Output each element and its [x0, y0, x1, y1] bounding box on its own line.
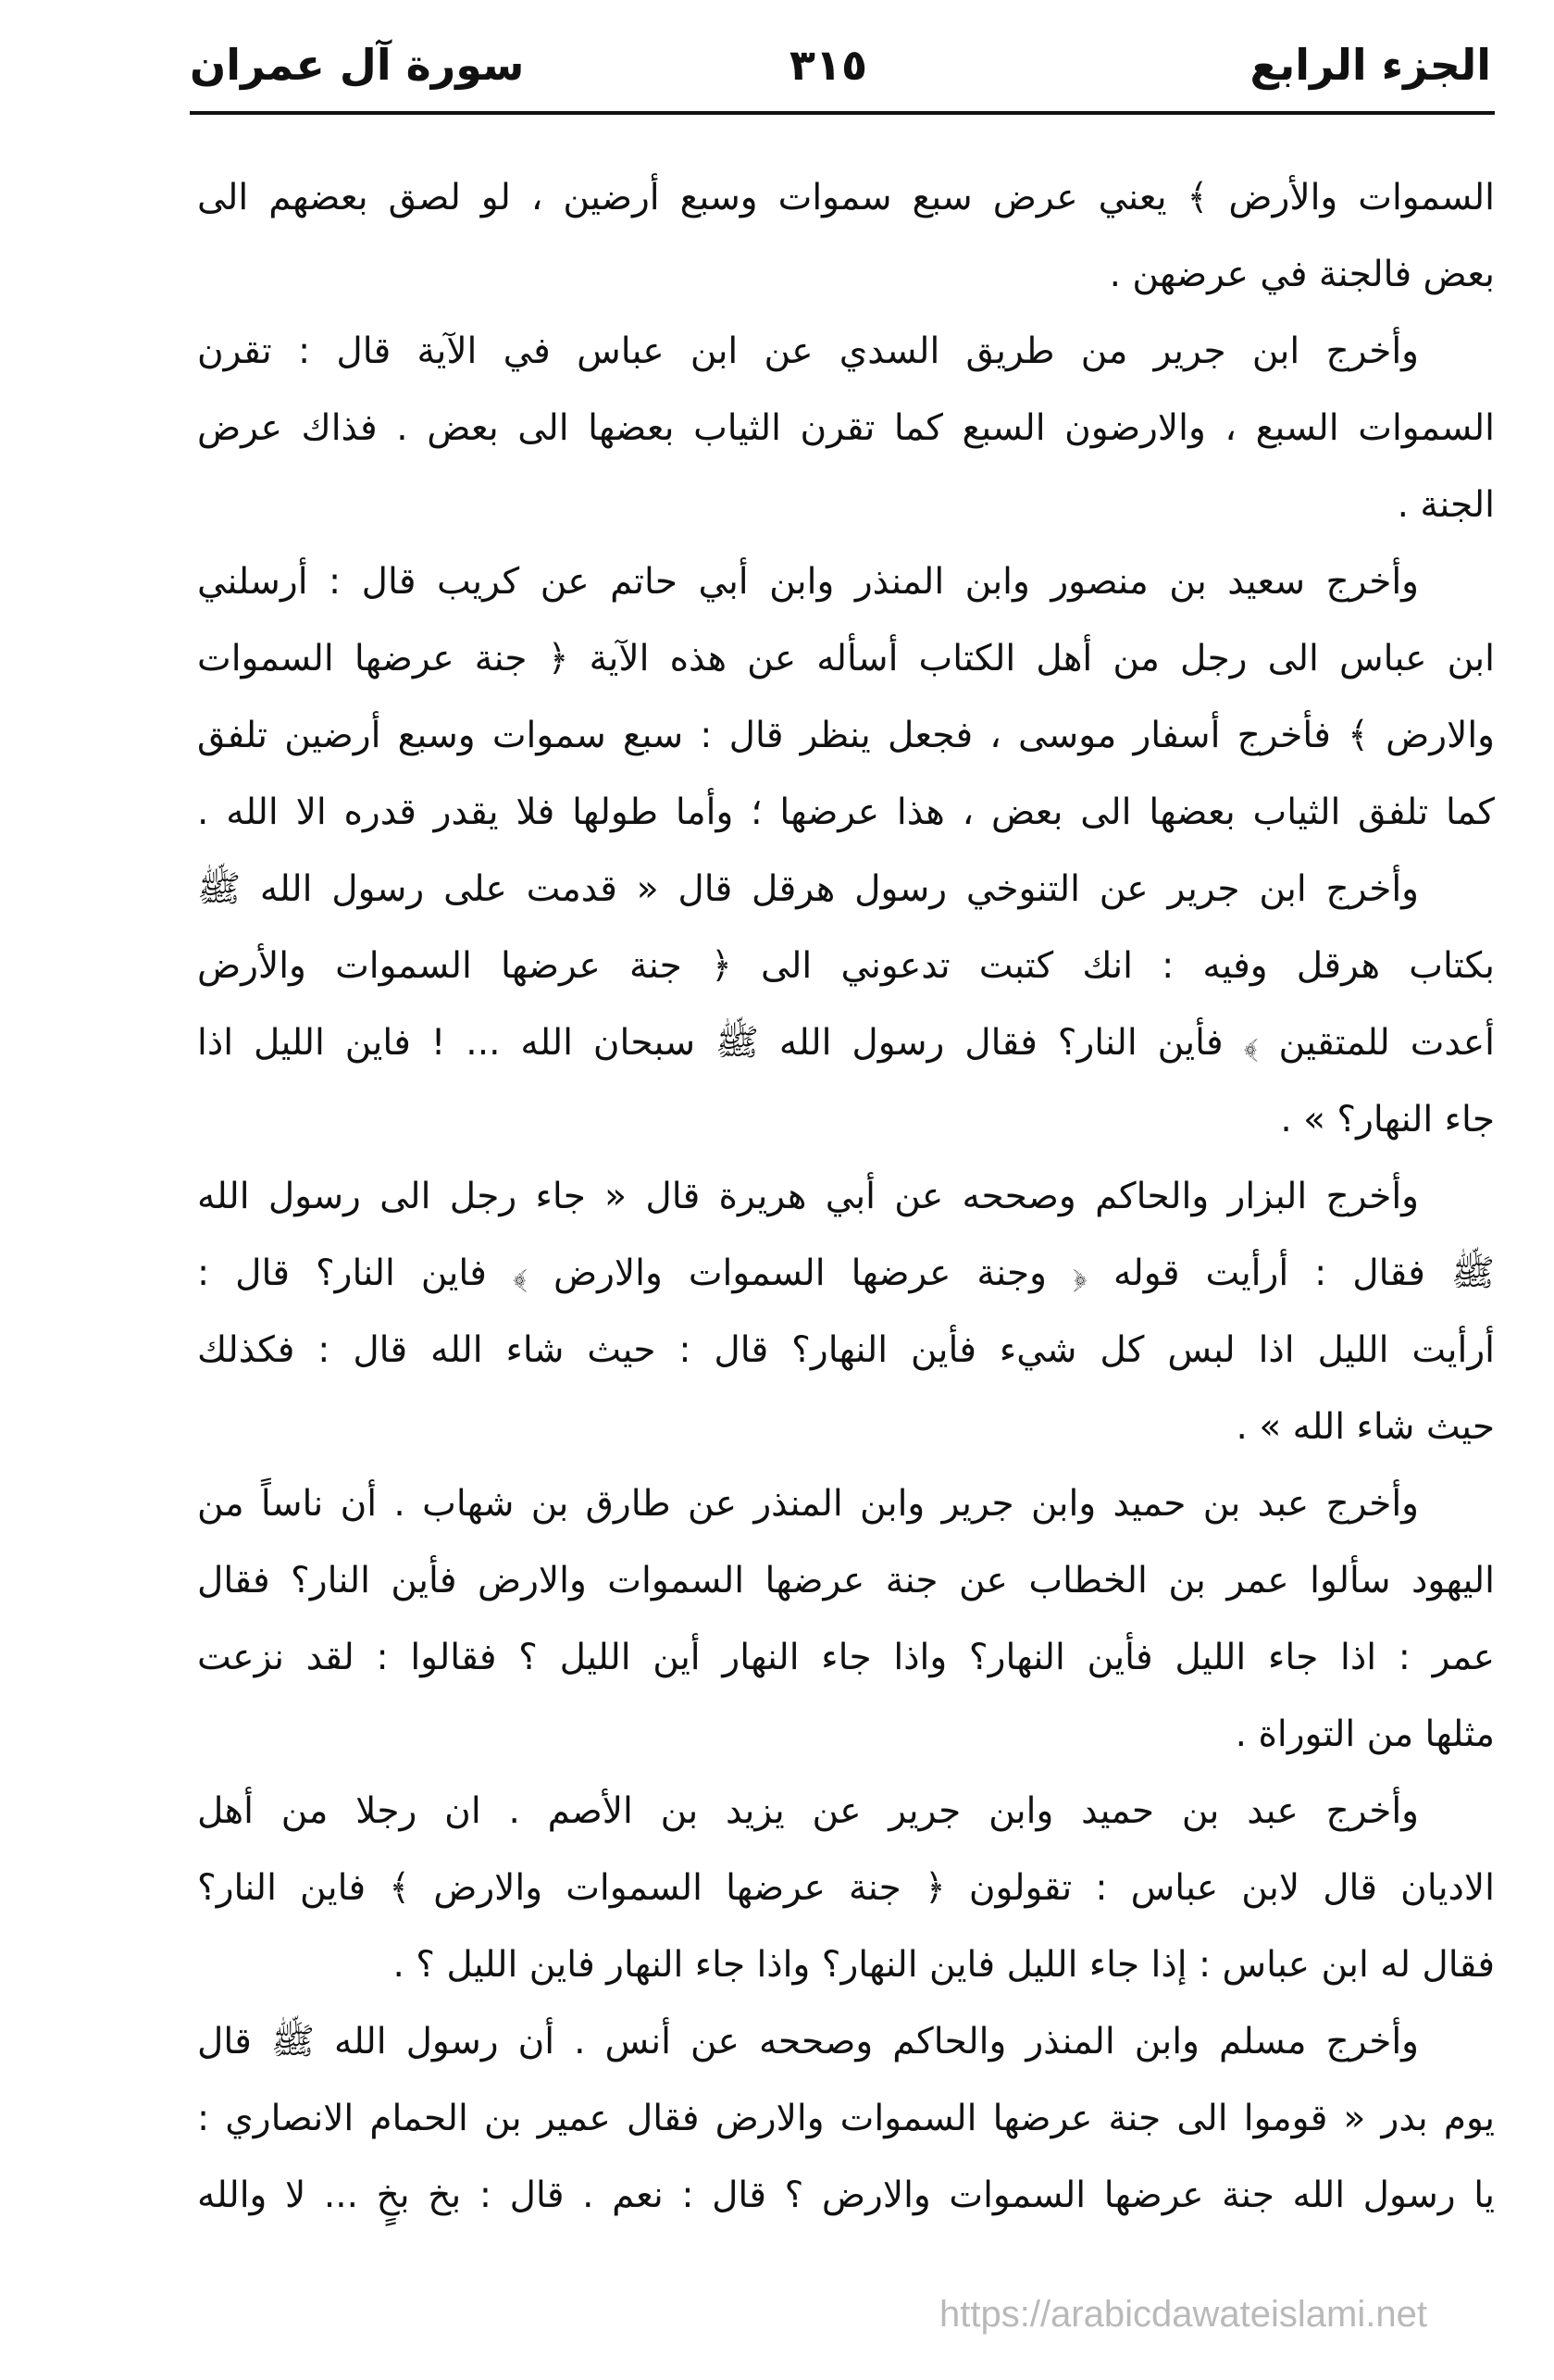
paragraph-first-line: وأخرج ابن جرير من طريق السدي عن ابن عباس في الآية قال : تقرن [197, 330, 1419, 372]
text-line: ابن عباس الى رجل من أهل الكتاب أسأله عن هذه الآية ﴿ جنة عرضها السموات [197, 638, 1495, 679]
text-line: كما تلفق الثياب بعضها الى بعض ، هذا عرضها ؛ وأما طولها فلا يقدر قدره الا الله . [197, 791, 1495, 833]
text-line: يا رسول الله جنة عرضها السموات والارض ؟ قال : نعم . قال : بخ بخٍ ... لا والله [197, 2174, 1495, 2216]
text-line: اليهود سألوا عمر بن الخطاب عن جنة عرضها السموات والارض فأين النار؟ فقال [197, 1560, 1495, 1601]
text-line: السموات السبع ، والارضون السبع كما تقرن الثياب بعضها الى بعض . فذاك عرض [197, 407, 1495, 449]
page-number: ٣١٥ [789, 40, 868, 90]
text-line: الجنة . [1397, 484, 1495, 526]
text-line: فقال له ابن عباس : إذا جاء الليل فاين النهار؟ واذا جاء النهار فاين الليل ؟ . [392, 1944, 1495, 1986]
text-line: والارض ﴾ فأخرج أسفار موسى ، فجعل ينظر قال : سبع سموات وسبع أرضين تلفق [197, 715, 1495, 756]
text-line: ﷺ فقال : أرأيت قوله ﴿ وجنة عرضها السموات والارض ﴾ فاين النار؟ قال : [197, 1252, 1495, 1294]
watermark-url: https://arabicdawateislami.net [939, 2294, 1427, 2335]
header-rule [190, 111, 1495, 115]
paragraph-first-line: وأخرج عبد بن حميد وابن جرير وابن المنذر عن طارق بن شهاب . أن ناساً من [197, 1483, 1419, 1525]
paragraph-first-line: وأخرج عبد بن حميد وابن جرير عن يزيد بن الأصم . ان رجلا من أهل [197, 1790, 1419, 1832]
text-line: السموات والأرض ﴾ يعني عرض سبع سموات وسبع أرضين ، لو لصق بعضهم الى [197, 177, 1495, 218]
text-line: مثلها من التوراة . [1235, 1713, 1495, 1755]
running-header-part: الجزء الرابع [1249, 40, 1491, 90]
paragraph-first-line: وأخرج سعيد بن منصور وابن المنذر وابن أبي حاتم عن كريب قال : أرسلني [197, 561, 1419, 603]
text-line: الاديان قال لابن عباس : تقولون ﴿ جنة عرضها السموات والارض ﴾ فاين النار؟ [197, 1867, 1495, 1909]
text-line: حيث شاء الله » . [1236, 1406, 1495, 1448]
paragraph-first-line: وأخرج ابن جرير عن التنوخي رسول هرقل قال « قدمت على رسول الله ﷺ [197, 868, 1419, 910]
paragraph-first-line: وأخرج مسلم وابن المنذر والحاكم وصححه عن أنس . أن رسول الله ﷺ قال [197, 2021, 1419, 2062]
text-line: بكتاب هرقل وفيه : انك كتبت تدعوني الى ﴿ جنة عرضها السموات والأرض [197, 945, 1495, 987]
page-body [197, 159, 1495, 2234]
text-line: أرأيت الليل اذا لبس كل شيء فأين النهار؟ قال : حيث شاء الله قال : فكذلك [197, 1329, 1495, 1371]
running-header-surah: سورة آل عمران [190, 40, 525, 90]
text-line: عمر : اذا جاء الليل فأين النهار؟ واذا جاء النهار أين الليل ؟ فقالوا : لقد نزعت [197, 1637, 1495, 1678]
text-line: جاء النهار؟ » . [1280, 1099, 1495, 1140]
text-line: يوم بدر « قوموا الى جنة عرضها السموات والارض فقال عمير بن الحمام الانصاري : [197, 2098, 1495, 2139]
paragraph-first-line: وأخرج البزار والحاكم وصححه عن أبي هريرة قال « جاء رجل الى رسول الله [197, 1176, 1419, 1217]
text-line: بعض فالجنة في عرضهن . [1109, 254, 1495, 295]
text-line: أعدت للمتقين ﴾ فأين النار؟ فقال رسول الله ﷺ سبحان الله ... ! فاين الليل اذا [197, 1022, 1495, 1064]
